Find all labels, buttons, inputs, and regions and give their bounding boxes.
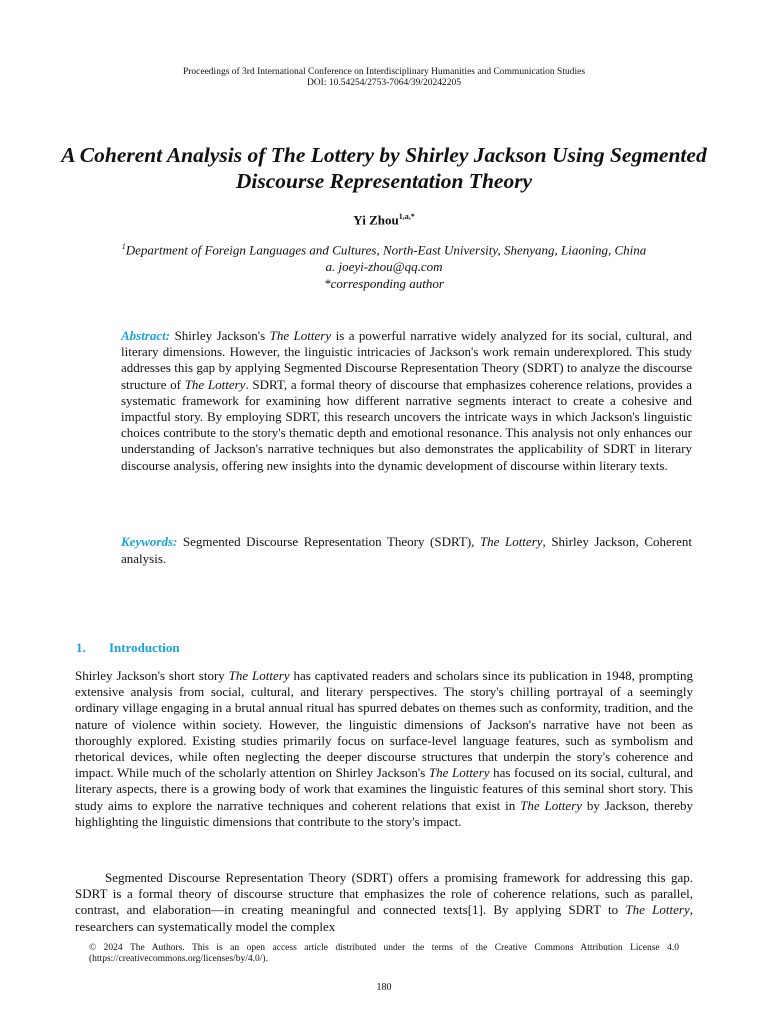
abstract-label: Abstract: — [121, 328, 171, 343]
section-title: Introduction — [109, 640, 180, 655]
department: $^1$Department of Foreign Languages and Cultures, North-East University, Shenyang, Liaoning, China — [121, 242, 647, 258]
author-line — [0, 212, 768, 228]
body-paragraph-1: Shirley Jackson's short story The Lottery has captivated readers and scholars since its publication in 1948, prompting extensive analysis from social, cultural, and literary perspectives. The story's chilling portrayal of a seemingly ordinary village engaging in a brutal annual ritual has spurred debates on themes such as conformity, tradition, and the nature of violence within society. However, the linguistic dimensions of Jackson's narrative have not been as thoroughly explored. Existing studies primarily focus on surface-level language features, such as symbolism and rhetorical devices, while often neglecting the deeper discourse structures that underpin the story's coherence and impact. While much of the scholarly attention on Shirley Jackson's The Lottery has focused on its social, cultural, and literary aspects, there is a growing body of work that examines the linguistic features of this seminal short story. This study aims to explore the narrative techniques and coherent relations that exist in The Lottery by Jackson, thereby highlighting the linguistic dimensions that contribute to the story's impact. — [75, 668, 694, 829]
affiliation-sup: 1 — [121, 242, 126, 251]
author-email: a. joeyi-zhou@qq.com — [325, 259, 443, 275]
paper-title: A Coherent Analysis of The Lottery by Shirley Jackson Using Segmented Discourse Representation Theory — [61, 143, 707, 193]
affiliation-block — [84, 238, 684, 292]
section-heading — [76, 640, 180, 656]
doi-line: DOI: 10.54254/2753-7064/39/20242205 — [306, 78, 462, 88]
author-name: Yi Zhou — [353, 212, 399, 228]
body-paragraph-2: Segmented Discourse Representation Theory (SDRT) offers a promising framework for addressing this gap. SDRT is a formal theory of discourse structure that emphasizes the role of coherence relations, such as parallel, contrast, and elaboration—in creating meaningful and connected texts[1]. By applying SDRT to The Lottery, researchers can systematically model the complex — [75, 870, 693, 934]
keywords-label: Keywords: — [121, 534, 178, 549]
corresponding-note: *corresponding author — [324, 276, 444, 292]
keywords: Keywords: Segmented Discourse Representation Theory (SDRT), The Lottery, Shirley Jackson, Coherent analysis. — [121, 534, 692, 566]
license-footnote: © 2024 The Authors. This is an open access article distributed under the terms of the Creative Commons Attribution License 4.0 (https://creativecommons.org/licenses/by/4.0/). — [89, 943, 679, 964]
abstract: Abstract: Shirley Jackson's The Lottery is a powerful narrative widely analyzed for its social, cultural, and literary dimensions. However, the linguistic intricacies of Jackson's work remain underexplored. This study addresses this gap by applying Segmented Discourse Representation Theory (SDRT) to analyze the discourse structure of The Lottery. SDRT, a formal theory of discourse that emphasizes coherence relations, provides a systematic framework for examining how different narrative segments interact to create a cohesive and impactful story. By employing SDRT, this research uncovers the intricate ways in which Jackson's linguistic choices contribute to the story's thematic depth and emotional resonance. This analysis not only enhances our understanding of Jackson's narrative techniques but also demonstrates the applicability of SDRT in literary discourse analysis, offering new insights into the dynamic development of discourse within literary texts. — [121, 328, 692, 473]
section-number: 1. — [76, 640, 86, 655]
page-number: 180 — [376, 982, 392, 993]
proceedings-line: Proceedings of 3rd International Conference on Interdisciplinary Humanities and Communication Studies — [182, 67, 586, 77]
running-header — [0, 67, 768, 89]
author-sup: 1,a,* — [398, 212, 415, 221]
